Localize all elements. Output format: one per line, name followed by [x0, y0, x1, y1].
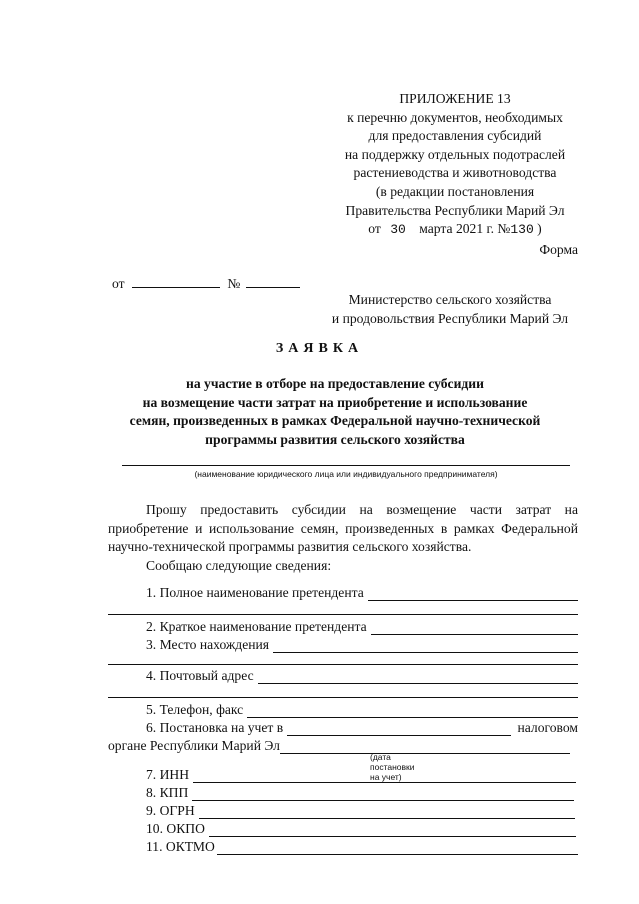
kpp-input[interactable]: [192, 787, 574, 801]
field-label: 8. КПП: [146, 785, 189, 800]
appendix-date-day: 30: [390, 222, 406, 238]
number-label: №: [227, 276, 241, 291]
info-intro-line: [108, 557, 578, 576]
appendix-line: к перечню документов, необходимых: [347, 109, 563, 125]
request-text: [108, 501, 578, 575]
field-phone-fax: [146, 702, 578, 718]
applicant-name-field[interactable]: [122, 465, 570, 466]
appendix-title: ПРИЛОЖЕНИЕ 13: [399, 91, 511, 106]
field-label: 11. ОКТМО: [146, 839, 215, 854]
field-full-name: [146, 585, 578, 601]
inn-input[interactable]: [193, 769, 576, 783]
applicant-caption: (наименование юридического лица или индивидуального предпринимателя): [194, 469, 498, 479]
document-subject: [100, 375, 570, 449]
appendix-date-prefix: от: [368, 221, 381, 237]
field-ogrn: [146, 803, 575, 819]
field-label: 7. ИНН: [146, 767, 190, 782]
appendix-date-rest: марта 2021 г. №: [419, 221, 511, 237]
field-label: 5. Телефон, факс: [146, 702, 244, 717]
field-location: [146, 637, 578, 653]
field-label: 1. Полное наименование претендента: [146, 585, 364, 600]
appendix-date-line: [330, 220, 580, 240]
short-name-input[interactable]: [371, 621, 578, 635]
recipient-block: [300, 291, 600, 328]
appendix-line: на поддержку отдельных подотраслей: [344, 146, 566, 162]
subject-line: на возмещение части затрат на приобретение и использование: [142, 394, 528, 410]
field-tax-registration-cont: [108, 738, 570, 754]
postal-address-continuation[interactable]: [108, 697, 578, 698]
field-label: налоговом: [517, 720, 578, 735]
document-title: ЗАЯВКА: [275, 341, 364, 356]
subject-line: на участие в отборе на предоставление субсидии: [186, 376, 484, 391]
subject-line: семян, произведенных в рамках Федеральной научно-технической: [129, 413, 541, 429]
field-label: 10. ОКПО: [146, 821, 205, 836]
field-okpo: [146, 821, 576, 837]
field-label: 9. ОГРН: [146, 803, 195, 818]
field-label: 2. Краткое наименование претендента: [146, 619, 367, 634]
okpo-input[interactable]: [209, 823, 576, 837]
tax-authority-input[interactable]: [287, 722, 511, 736]
appendix-date-number: 130: [510, 222, 534, 238]
ogrn-input[interactable]: [199, 805, 575, 819]
phone-fax-input[interactable]: [247, 704, 578, 718]
field-oktmo: [146, 839, 578, 855]
appendix-line: Правительства Республики Марий Эл: [345, 202, 565, 218]
appendix-line: для предоставления субсидий: [368, 128, 542, 144]
field-postal-address: [146, 668, 578, 684]
full-name-continuation[interactable]: [108, 614, 578, 615]
number-blank[interactable]: [246, 275, 300, 288]
field-kpp: [146, 785, 574, 801]
location-input[interactable]: [273, 639, 578, 653]
ministry-line: и продовольствия Республики Марий Эл: [331, 310, 569, 326]
location-continuation[interactable]: [108, 664, 578, 665]
field-label: 4. Почтовый адрес: [146, 668, 254, 683]
postal-address-input[interactable]: [258, 670, 578, 684]
field-inn: [146, 767, 576, 783]
appendix-line: растениеводства и животноводства: [353, 165, 557, 181]
field-label: 6. Постановка на учет в: [146, 720, 284, 735]
full-name-input[interactable]: [368, 587, 578, 601]
date-blank[interactable]: [132, 275, 220, 288]
registration-date-caption: (дата постановки на учет): [370, 752, 415, 783]
oktmo-input[interactable]: [217, 841, 578, 855]
appendix-block: [330, 90, 580, 240]
appendix-date-suffix: ): [537, 221, 542, 237]
field-tax-registration: [146, 720, 578, 736]
field-short-name: [146, 619, 578, 635]
appendix-line: (в редакции постановления: [375, 183, 535, 199]
ot-label: от: [112, 276, 125, 291]
field-label: органе Республики Марий Эл: [108, 738, 280, 753]
info-intro: Сообщаю следующие сведения:: [146, 557, 332, 573]
subject-line: программы развития сельского хозяйства: [205, 431, 465, 447]
registration-line: [112, 275, 300, 292]
registration-date-input[interactable]: [280, 740, 570, 754]
form-label: Форма: [539, 242, 578, 257]
field-label: 3. Место нахождения: [146, 637, 270, 652]
request-paragraph-text: Прошу предоставить субсидии на возмещение части затрат на приобретение и использование семян, произведенных в рамках Федеральной научно-технической программы развития сельского хозяйства.: [108, 502, 578, 555]
ministry-line: Министерство сельского хозяйства: [348, 292, 552, 307]
request-paragraph: [108, 501, 578, 557]
